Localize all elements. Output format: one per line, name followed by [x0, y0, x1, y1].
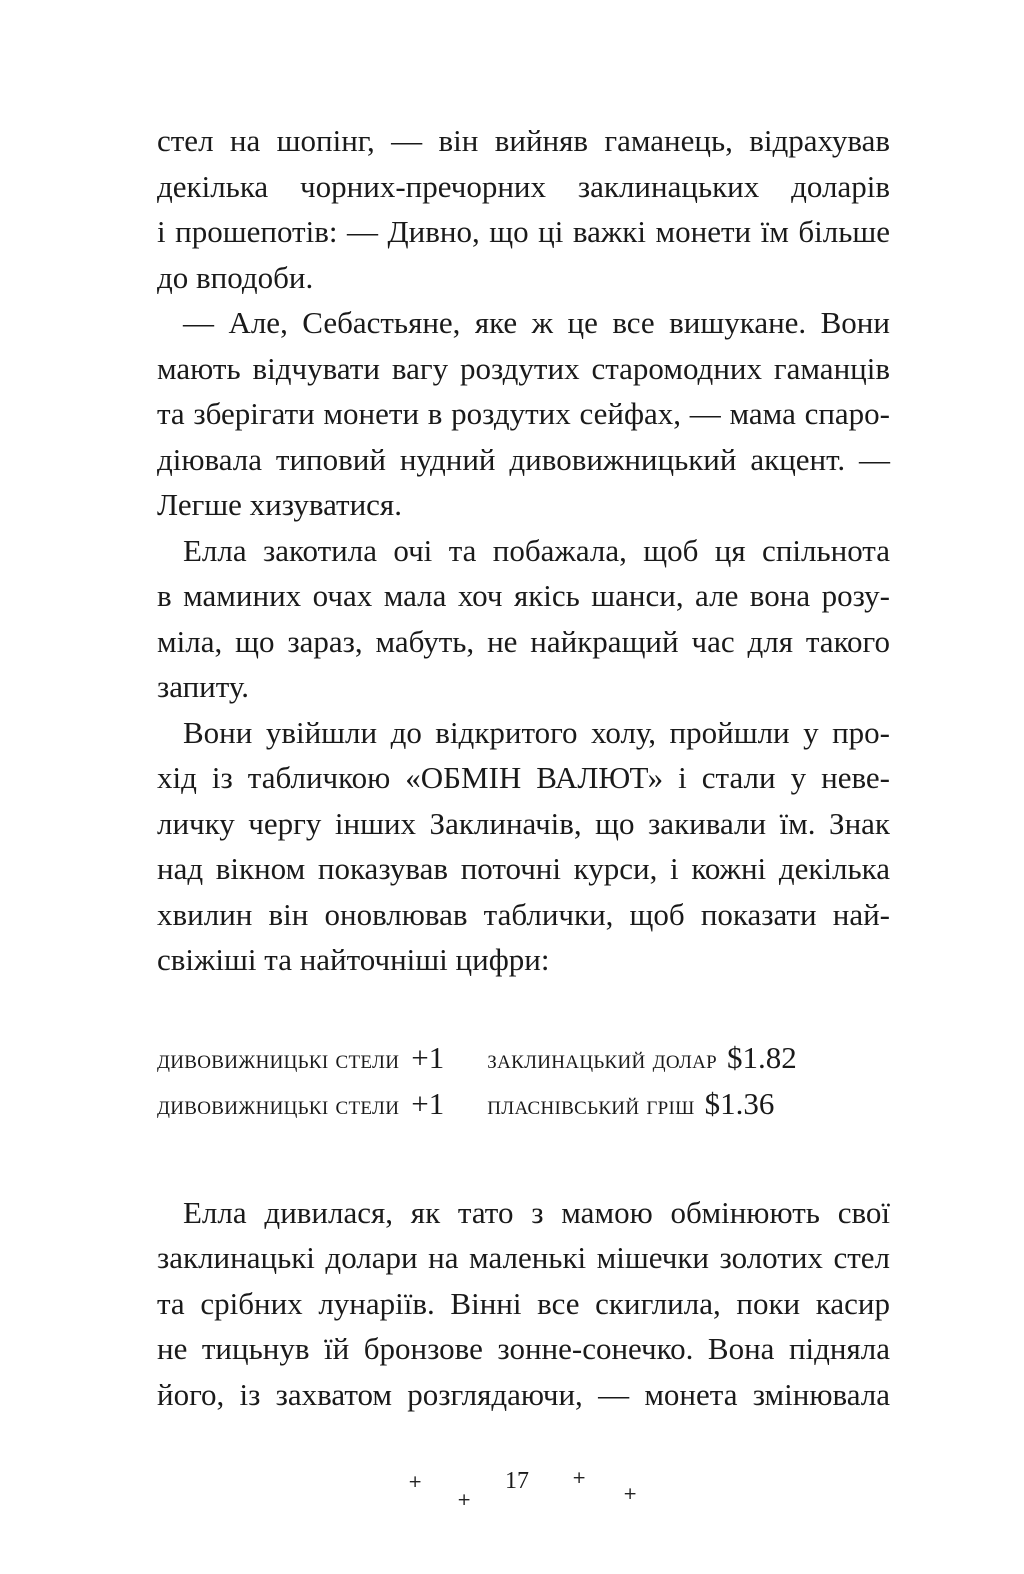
- text-line: Легше хизуватися.: [157, 487, 402, 522]
- page-footer: [0, 1462, 1024, 1512]
- text-line: декілька чорних-пречорних заклинацьких доларів: [157, 168, 890, 204]
- text-line: до вподоби.: [157, 259, 314, 295]
- text-line: хід із табличкою «ОБМІН ВАЛЮТ» і стали у неве-: [157, 760, 890, 795]
- text-line: мають відчувати вагу роздутих старомодних гаманців: [157, 350, 890, 386]
- exchange-rate-row: [157, 1086, 890, 1132]
- rate-from-currency: дивовижницькі стели: [157, 1043, 400, 1074]
- text-line: та срібних лунаріїв. Вінні все скиглила, поки касир: [157, 1285, 890, 1321]
- text-line: над вікном показував поточні курси, і кожні декілька: [157, 851, 890, 886]
- text-line: Елла закотила очі та побажала, щоб ця спільнота: [183, 532, 890, 568]
- text-line: Вони увійшли до відкритого холу, пройшли у про-: [183, 714, 890, 750]
- text-line: Елла дивилася, як тато з мамою обмінюють свої: [183, 1194, 890, 1230]
- exchange-rate-board: [157, 1040, 890, 1132]
- paragraph-5: [157, 1190, 890, 1418]
- exchange-rate-row: [157, 1040, 890, 1086]
- text-line: міла, що зараз, мабуть, не найкращий час для такого: [157, 623, 890, 659]
- text-line: діювала типовий нудний дивовижницький акцент. —: [157, 441, 890, 477]
- rate-value: $1.36: [704, 1085, 775, 1121]
- text-line: свіжіші та найточніші цифри:: [157, 942, 550, 977]
- rate-to-currency: заклинацький долар: [487, 1043, 718, 1074]
- paragraph-3: [157, 528, 890, 710]
- text-line: його, із захватом розглядаючи, — монета змінювала: [157, 1376, 890, 1412]
- text-line: не тицьнув їй бронзове зонне-сонечко. Вона підняла: [157, 1331, 890, 1366]
- text-line: хвилин він оновлював таблички, щоб показати най-: [157, 896, 890, 932]
- text-line: личку чергу інших Заклиначів, що закивали їм. Знак: [157, 805, 890, 841]
- text-line: стел на шопінг, — він вийняв гаманець, відрахував: [157, 123, 890, 158]
- text-line: — Але, Себастьяне, яке ж це все вишукане. Вони: [183, 305, 890, 340]
- text-line: запиту.: [157, 669, 250, 704]
- text-line: заклинацькі долари на маленькі мішечки золотих стел: [157, 1240, 890, 1275]
- paragraph-1: [157, 118, 890, 300]
- paragraph-2: [157, 300, 890, 528]
- page-number: 17: [505, 1468, 529, 1494]
- page-body: [157, 118, 890, 1417]
- star-ornament-icon: +: [457, 1490, 472, 1510]
- paragraph-4: [157, 710, 890, 983]
- rate-to-currency: пласнівський гріш: [487, 1089, 695, 1120]
- star-ornament-icon: +: [623, 1484, 638, 1504]
- rate-value: $1.82: [727, 1039, 797, 1075]
- rate-from-currency: дивовижницькі стели: [157, 1089, 400, 1120]
- star-ornament-icon: +: [572, 1468, 587, 1488]
- text-line: в маминих очах мала хоч якісь шанси, але вона розу-: [157, 578, 890, 613]
- rate-amount: +1: [411, 1085, 445, 1121]
- text-line: і прошепотів: — Дивно, що ці важкі монети їм більше: [157, 214, 890, 249]
- star-ornament-icon: +: [408, 1472, 423, 1492]
- text-line: та зберігати монети в роздутих сейфах, — мама спаро-: [157, 396, 890, 431]
- rate-amount: +1: [411, 1039, 445, 1075]
